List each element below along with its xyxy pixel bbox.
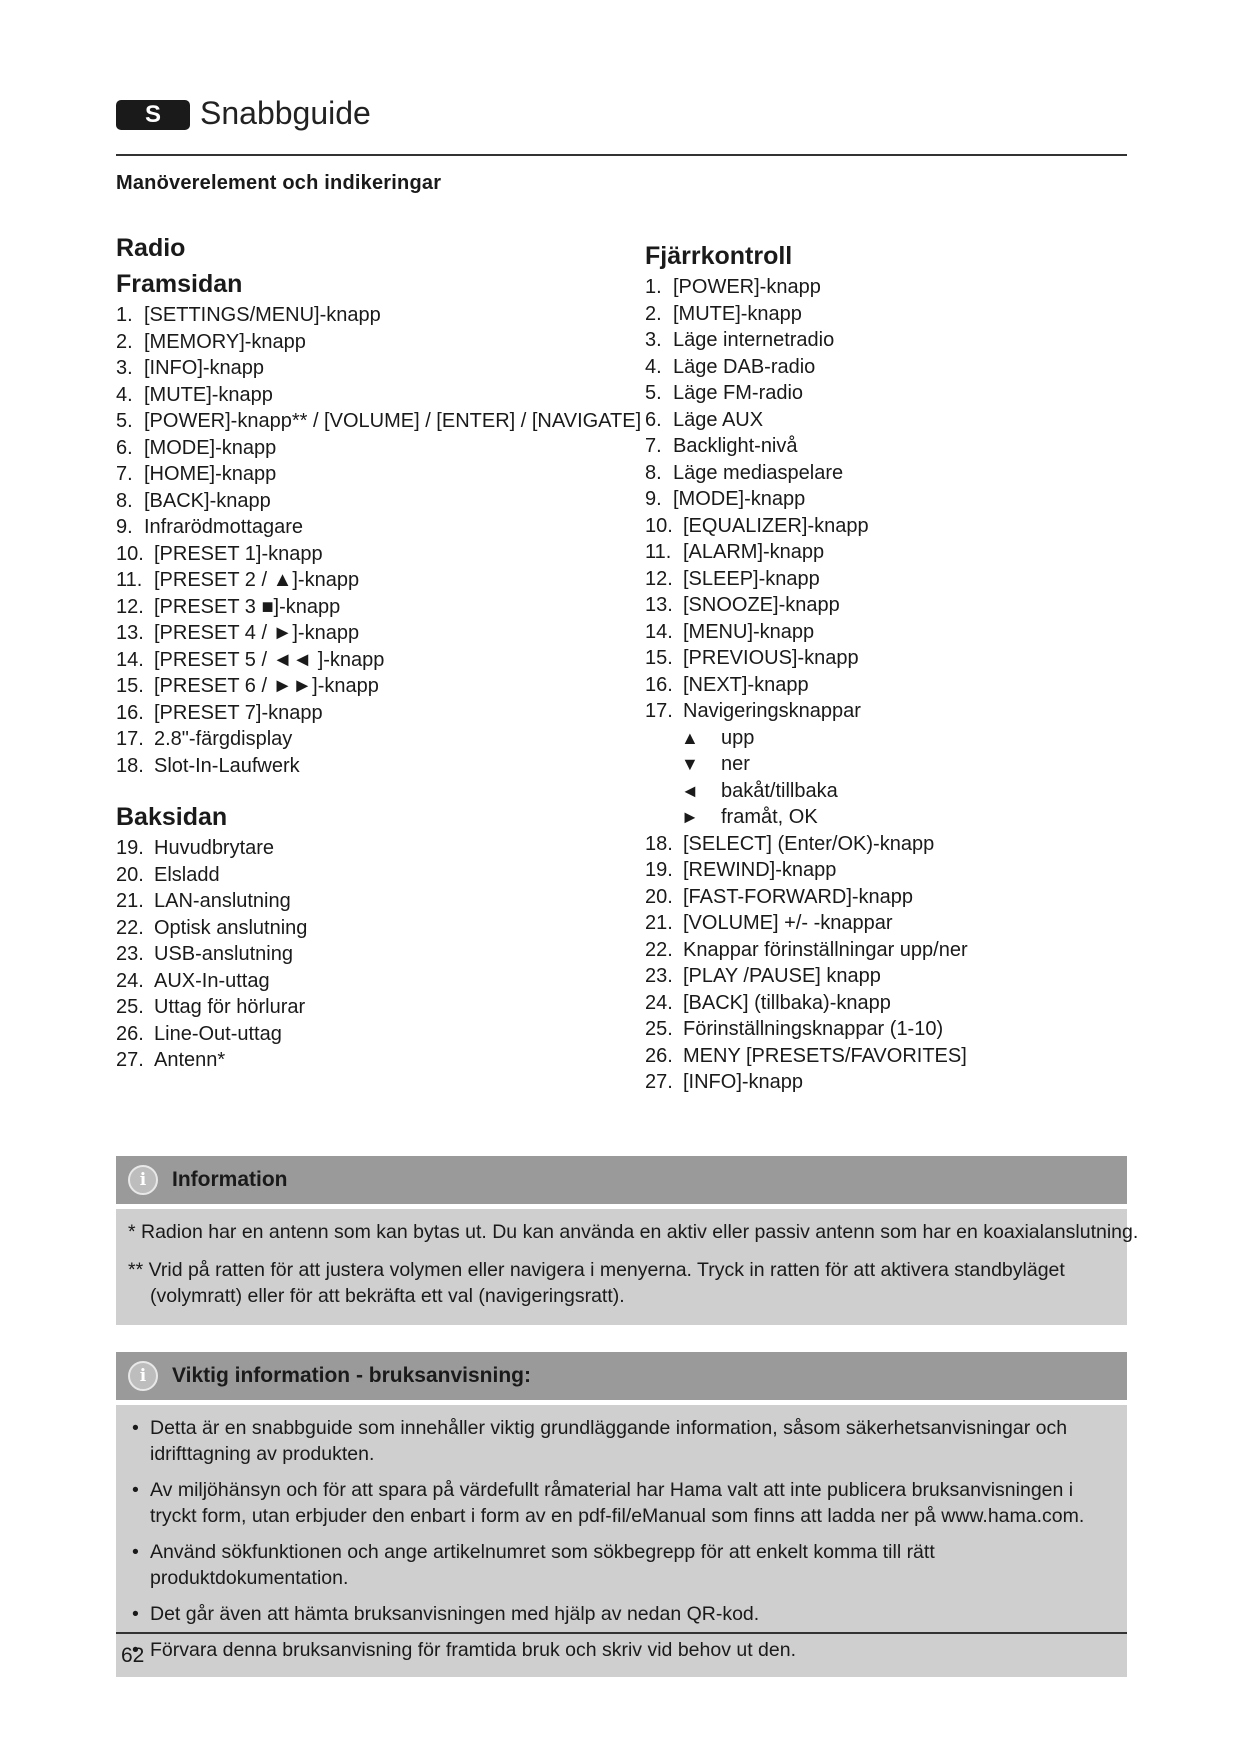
item-number: 20. [116, 863, 144, 886]
list-item [116, 915, 636, 942]
item-label: [PRESET 1]-knapp [154, 542, 323, 565]
manual-bullet: • Använd sökfunktionen och ange artikelnumret som sökbegrepp för att enkelt komma till rätt produktdokumentation. [128, 1539, 1115, 1591]
list-item [645, 963, 1125, 990]
back-list [116, 835, 636, 1074]
list-item [116, 302, 636, 329]
list-item [645, 884, 1125, 911]
item-number: 14. [645, 620, 673, 643]
item-number: 16. [645, 673, 673, 696]
list-item [116, 647, 636, 674]
list-item [645, 407, 1125, 434]
item-label: LAN-anslutning [154, 890, 291, 912]
item-number: 21. [116, 890, 144, 912]
manual-info-box-body [116, 1405, 1127, 1677]
list-item [116, 382, 636, 409]
item-number: 1. [116, 304, 133, 326]
list-item [116, 567, 636, 594]
list-item [645, 460, 1125, 487]
item-number: 4. [116, 383, 133, 406]
item-label: [PRESET 4 / ►]-knapp [154, 622, 360, 644]
information-box-header [116, 1156, 1127, 1204]
item-number: 25. [645, 1018, 673, 1040]
front-list [116, 302, 642, 779]
navigation-key-label: upp [721, 726, 755, 749]
item-number: 5. [116, 410, 133, 432]
navigation-key-label: bakåt/tillbaka [721, 779, 838, 802]
item-number: 12. [645, 567, 673, 590]
list-item [116, 835, 636, 862]
item-number: 6. [645, 408, 662, 431]
navigation-key-label: ner [721, 753, 750, 775]
list-item [116, 726, 636, 753]
remote-list [645, 274, 1125, 725]
page-number: 62 [121, 1644, 145, 1667]
item-number: 15. [116, 675, 144, 697]
list-item [116, 408, 642, 435]
navigation-key-item [645, 778, 1125, 805]
header-divider [116, 154, 1127, 156]
front-heading: Framsidan [116, 270, 243, 298]
list-item [116, 1021, 636, 1048]
list-item [116, 620, 636, 647]
item-number: 20. [645, 885, 673, 908]
item-label: [BACK] (tillbaka)-knapp [683, 991, 891, 1014]
list-item [116, 355, 636, 382]
list-item [645, 619, 1125, 646]
remote-heading: Fjärrkontroll [645, 242, 793, 270]
item-label: AUX-In-uttag [154, 969, 270, 992]
information-box-body [116, 1209, 1139, 1325]
remote-column [645, 238, 1125, 1096]
knob-note-line2: (volymratt) eller för att bekräfta ett val (navigeringsratt). [150, 1285, 625, 1307]
item-label: [MEMORY]-knapp [144, 330, 306, 353]
list-item [645, 513, 1125, 540]
item-number: 11. [645, 541, 672, 563]
radio-column [116, 230, 642, 1074]
item-number: 3. [116, 357, 133, 379]
list-item [116, 329, 636, 356]
item-label: [REWIND]-knapp [683, 859, 837, 881]
item-label: Infrarödmottagare [144, 516, 303, 538]
item-label: [VOLUME] +/- -knappar [683, 912, 893, 934]
item-label: Förinställningsknappar (1-10) [683, 1018, 944, 1040]
item-number: 13. [116, 622, 144, 644]
item-number: 2. [645, 302, 662, 325]
manual-info-box-title: Viktig information - bruksanvisning: [172, 1364, 531, 1387]
info-icon: i [128, 1165, 158, 1195]
item-number: 17. [645, 700, 673, 722]
item-label: Läge internetradio [673, 329, 835, 351]
item-label: [MENU]-knapp [683, 620, 815, 643]
list-item [645, 1043, 1125, 1070]
item-label: Läge FM-radio [673, 382, 804, 404]
item-number: 25. [116, 996, 144, 1018]
arrow-up-icon: ▲ [681, 727, 699, 748]
list-item [116, 994, 636, 1021]
item-label: Läge mediaspelare [673, 461, 844, 484]
item-number: 13. [645, 594, 673, 616]
information-box [116, 1156, 1139, 1325]
item-label: Backlight-nivå [673, 435, 798, 457]
manual-bullet: • Förvara denna bruksanvisning för framtida bruk och skriv vid behov ut den. [128, 1637, 1115, 1663]
list-item [645, 433, 1125, 460]
item-label: [FAST-FORWARD]-knapp [683, 885, 914, 908]
navigation-keys-list [645, 725, 1125, 831]
item-number: 6. [116, 436, 133, 459]
section-subtitle: Manöverelement och indikeringar [116, 172, 442, 194]
item-label: [POWER]-knapp [673, 276, 821, 298]
list-item [116, 541, 636, 568]
item-number: 16. [116, 701, 144, 724]
list-item [645, 831, 1125, 858]
info-icon: i [128, 1361, 158, 1391]
page-header [116, 95, 1126, 156]
item-number: 10. [645, 514, 673, 537]
manual-info-box [116, 1352, 1127, 1677]
item-number: 17. [116, 728, 144, 750]
item-label: [SLEEP]-knapp [683, 567, 820, 590]
list-item [645, 327, 1125, 354]
item-label: [NEXT]-knapp [683, 673, 809, 696]
item-label: [BACK]-knapp [144, 489, 271, 512]
item-label: [INFO]-knapp [144, 357, 265, 379]
item-number: 18. [645, 832, 673, 855]
item-label: 2.8"-färgdisplay [154, 728, 293, 750]
footer-divider [116, 1632, 1127, 1634]
item-label: [POWER]-knapp** / [VOLUME] / [ENTER] / [NAVIGATE] [144, 410, 642, 432]
navigation-key-item [645, 804, 1125, 831]
item-label: [PREVIOUS]-knapp [683, 647, 859, 669]
list-item [116, 700, 636, 727]
page-title: Snabbguide [200, 95, 371, 131]
item-number: 3. [645, 329, 662, 351]
item-label: Läge DAB-radio [673, 355, 816, 378]
item-label: [PRESET 5 / ◄◄ ]-knapp [154, 648, 385, 671]
item-number: 9. [116, 516, 133, 538]
list-item [645, 354, 1125, 381]
language-badge: S [116, 100, 190, 130]
list-item [645, 274, 1125, 301]
knob-note-line1: ** Vrid på ratten för att justera volymen eller navigera i menyerna. Tryck in ratten för att aktivera standbyläget [128, 1259, 1065, 1281]
list-item [645, 566, 1125, 593]
item-label: [INFO]-knapp [683, 1071, 804, 1093]
manual-info-box-header [116, 1352, 1127, 1400]
list-item [116, 514, 636, 541]
item-number: 14. [116, 648, 144, 671]
item-label: USB-anslutning [154, 943, 293, 965]
item-label: [PRESET 2 / ▲]-knapp [154, 569, 360, 591]
item-number: 1. [645, 276, 662, 298]
item-number: 10. [116, 542, 144, 565]
item-label: Line-Out-uttag [154, 1022, 282, 1045]
list-item [645, 1016, 1125, 1043]
list-item [645, 910, 1125, 937]
list-item [116, 594, 636, 621]
list-item [645, 486, 1125, 513]
navigation-key-item [645, 751, 1125, 778]
arrow-down-icon: ▼ [681, 754, 699, 774]
item-label: [PLAY /PAUSE] knapp [683, 965, 881, 987]
item-label: [MUTE]-knapp [144, 383, 273, 406]
navigation-key-label: framåt, OK [721, 806, 818, 828]
antenna-note: * Radion har en antenn som kan bytas ut. Du kan använda en aktiv eller passiv antenn som har en koaxialanslutning. [128, 1221, 1139, 1243]
item-number: 18. [116, 754, 144, 777]
item-number: 27. [645, 1071, 673, 1093]
item-number: 19. [116, 837, 144, 859]
item-number: 26. [645, 1044, 673, 1067]
item-label: [HOME]-knapp [144, 463, 277, 485]
manual-bullet: • Det går även att hämta bruksanvisningen med hjälp av nedan QR-kod. [128, 1601, 1115, 1627]
list-item [645, 990, 1125, 1017]
list-item [645, 857, 1125, 884]
item-number: 2. [116, 330, 133, 353]
item-label: [PRESET 7]-knapp [154, 701, 323, 724]
item-number: 21. [645, 912, 673, 934]
remote-list-continued [645, 831, 1125, 1096]
item-label: Uttag för hörlurar [154, 996, 306, 1018]
item-label: [SELECT] (Enter/OK)-knapp [683, 832, 935, 855]
item-label: [PRESET 6 / ►►]-knapp [154, 675, 379, 697]
list-item [116, 673, 636, 700]
item-label: [MODE]-knapp [673, 488, 806, 510]
manual-bullet: • Av miljöhänsyn och för att spara på värdefullt råmaterial har Hama valt att inte publicera bruksanvisningen i tryckt form, utan erbjuder den enbart i form av en pdf-fil/eManual som finns att ladda ner på www.hama.com. [128, 1477, 1115, 1529]
item-number: 24. [645, 991, 673, 1014]
item-label: MENY [PRESETS/FAVORITES] [683, 1044, 967, 1067]
back-heading: Baksidan [116, 803, 228, 831]
information-box-title: Information [172, 1168, 288, 1191]
list-item [116, 435, 636, 462]
item-number: 4. [645, 355, 662, 378]
list-item [645, 301, 1125, 328]
list-item [116, 753, 636, 780]
item-number: 8. [116, 489, 133, 512]
list-item [645, 937, 1125, 964]
list-item [116, 888, 636, 915]
list-item [645, 1069, 1125, 1096]
item-label: Huvudbrytare [154, 837, 275, 859]
arrow-left-icon: ◄ [681, 780, 699, 801]
manual-bullet: • Detta är en snabbguide som innehåller viktig grundläggande information, såsom säkerhetsanvisningar och idrifttagning av produkten. [128, 1415, 1115, 1467]
item-number: 7. [645, 435, 662, 457]
item-label: Navigeringsknappar [683, 700, 861, 722]
radio-heading: Radio [116, 234, 186, 262]
item-number: 23. [645, 965, 673, 987]
list-item [116, 941, 636, 968]
list-item [116, 1047, 636, 1074]
knob-note [128, 1257, 1115, 1309]
item-label: [SNOOZE]-knapp [683, 594, 840, 616]
item-label: Knappar förinställningar upp/ner [683, 938, 968, 961]
item-label: [ALARM]-knapp [683, 541, 825, 563]
item-number: 23. [116, 943, 144, 965]
item-number: 24. [116, 969, 144, 992]
item-number: 7. [116, 463, 133, 485]
list-item [116, 862, 636, 889]
list-item [645, 592, 1125, 619]
navigation-key-item [645, 725, 1125, 752]
item-label: [MODE]-knapp [144, 436, 277, 459]
item-label: Elsladd [154, 863, 220, 886]
list-item [645, 672, 1125, 699]
item-label: Slot-In-Laufwerk [154, 754, 300, 777]
item-number: 19. [645, 859, 673, 881]
item-label: Läge AUX [673, 408, 764, 431]
item-number: 5. [645, 382, 662, 404]
item-number: 9. [645, 488, 662, 510]
item-label: Antenn* [154, 1049, 226, 1071]
list-item [116, 488, 636, 515]
item-number: 27. [116, 1049, 144, 1071]
item-label: [MUTE]-knapp [673, 302, 802, 325]
item-number: 26. [116, 1022, 144, 1045]
arrow-right-icon: ► [681, 807, 699, 827]
list-item [645, 698, 1125, 725]
item-number: 15. [645, 647, 673, 669]
item-label: [SETTINGS/MENU]-knapp [144, 304, 381, 326]
list-item [645, 645, 1125, 672]
item-label: [PRESET 3 ■]-knapp [154, 595, 341, 618]
list-item [116, 968, 636, 995]
item-number: 22. [645, 938, 673, 961]
list-item [645, 380, 1125, 407]
item-number: 22. [116, 916, 144, 939]
list-item [645, 539, 1125, 566]
item-number: 11. [116, 569, 143, 591]
item-number: 8. [645, 461, 662, 484]
item-number: 12. [116, 595, 144, 618]
item-label: [EQUALIZER]-knapp [683, 514, 869, 537]
item-label: Optisk anslutning [154, 916, 308, 939]
list-item [116, 461, 636, 488]
